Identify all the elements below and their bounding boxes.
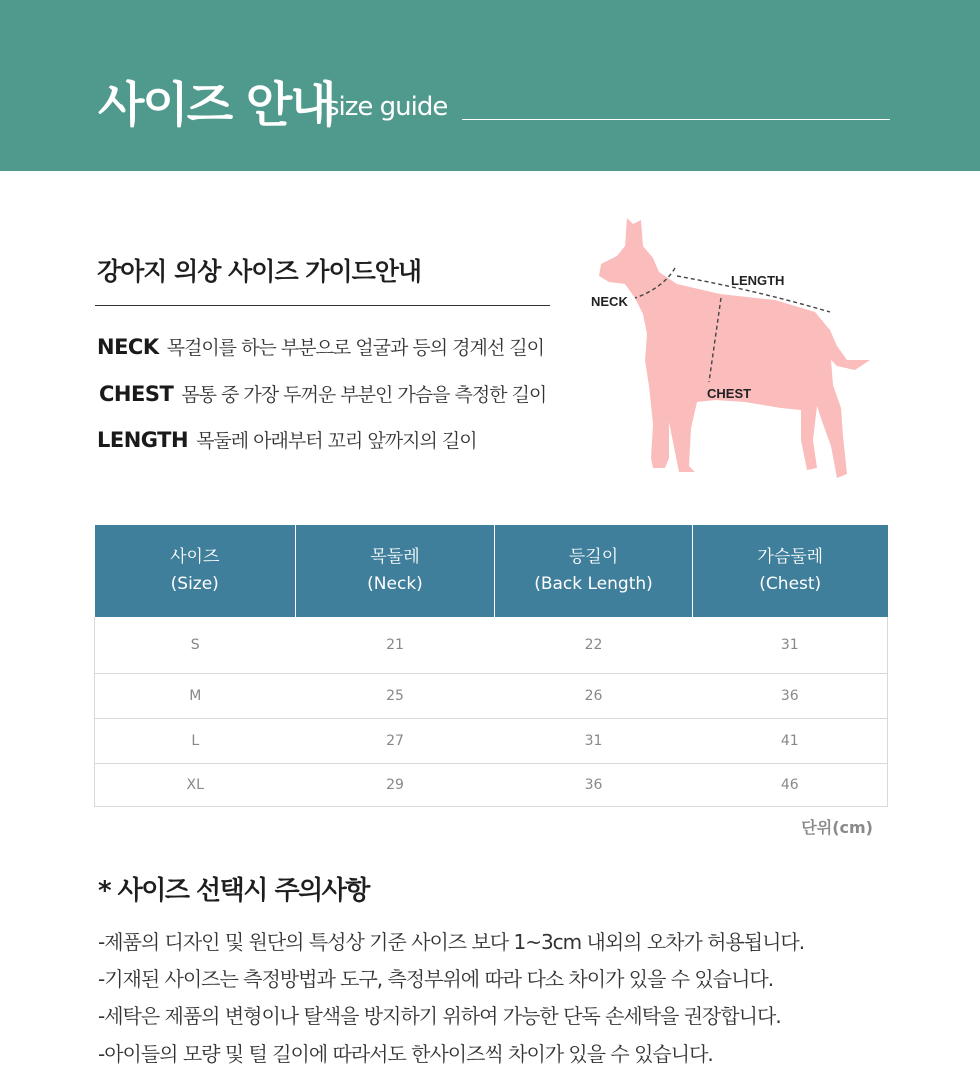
- definition-chest: [99, 380, 546, 407]
- caution-title: * 사이즈 선택시 주의사항: [98, 876, 369, 906]
- definition-text: 몸통 중 가장 두꺼운 부분인 가슴을 측정한 길이: [181, 384, 547, 406]
- unit-label: 단위(cm): [801, 818, 873, 837]
- neck-label: NECK: [591, 294, 628, 309]
- definition-text: 목걸이를 하는 부분으로 얼굴과 등의 경계선 길이: [166, 337, 544, 359]
- cell-back-length: 22: [495, 617, 693, 674]
- definition-term: NECK: [97, 335, 159, 359]
- caution-note: -기재된 사이즈는 측정방법과 도구, 측정부위에 따라 다소 차이가 있을 수 있습니다.: [98, 967, 774, 991]
- cell-size: L: [95, 719, 296, 764]
- cell-size: M: [95, 674, 296, 719]
- header-label-ko: 목둘레: [370, 547, 420, 567]
- cell-back-length: 31: [495, 719, 693, 764]
- cell-back-length: 26: [495, 674, 693, 719]
- definition-term: LENGTH: [97, 428, 189, 452]
- cell-chest: 46: [693, 764, 888, 807]
- table-row: [95, 764, 888, 807]
- header-chest: [693, 525, 888, 617]
- header-banner: [0, 0, 980, 171]
- definition-length: [97, 426, 477, 453]
- page-subtitle: size guide: [326, 92, 448, 122]
- cell-chest: 36: [693, 674, 888, 719]
- page-title: 사이즈 안내: [98, 77, 335, 133]
- header-label-ko: 가슴둘레: [757, 547, 824, 567]
- caution-note: -세탁은 제품의 변형이나 탈색을 방지하기 위하여 가능한 단독 손세탁을 권장합니다.: [98, 1004, 781, 1028]
- guide-divider: [95, 305, 550, 306]
- chest-label: CHEST: [707, 386, 752, 401]
- caution-note: -아이들의 모량 및 털 길이에 따라서도 한사이즈씩 차이가 있을 수 있습니다.: [98, 1042, 713, 1066]
- header-label-en: (Back Length): [534, 574, 653, 594]
- size-table: [94, 525, 888, 807]
- header-label-en: (Neck): [367, 574, 423, 594]
- guide-title: 강아지 의상 사이즈 가이드안내: [97, 257, 422, 286]
- cell-chest: 31: [693, 617, 888, 674]
- table-row: [95, 719, 888, 764]
- header-back-length: [495, 525, 693, 617]
- header-label-en: (Chest): [759, 574, 822, 594]
- cell-chest: 41: [693, 719, 888, 764]
- dog-silhouette: [599, 218, 870, 478]
- header-neck: [296, 525, 495, 617]
- header-label-en: (Size): [170, 574, 219, 594]
- cell-neck: 27: [296, 719, 495, 764]
- dog-illustration: [585, 210, 885, 490]
- cell-neck: 21: [296, 617, 495, 674]
- cell-size: S: [95, 617, 296, 674]
- caution-note: -제품의 디자인 및 원단의 특성상 기준 사이즈 보다 1~3cm 내외의 오차가 허용됩니다.: [98, 930, 805, 954]
- header-label-ko: 등길이: [568, 547, 619, 567]
- definition-term: CHEST: [99, 382, 174, 406]
- definition-text: 목둘레 아래부터 꼬리 앞까지의 길이: [196, 430, 477, 452]
- length-label: LENGTH: [731, 273, 785, 288]
- table-row: [95, 674, 888, 719]
- header-size: [95, 525, 296, 617]
- cell-neck: 29: [296, 764, 495, 807]
- cell-back-length: 36: [495, 764, 693, 807]
- header-label-ko: 사이즈: [170, 547, 220, 567]
- cell-size: XL: [95, 764, 296, 807]
- table-row: [95, 617, 888, 674]
- cell-neck: 25: [296, 674, 495, 719]
- definition-neck: [97, 333, 544, 360]
- header-divider: [462, 119, 890, 120]
- table-header-row: [95, 525, 888, 617]
